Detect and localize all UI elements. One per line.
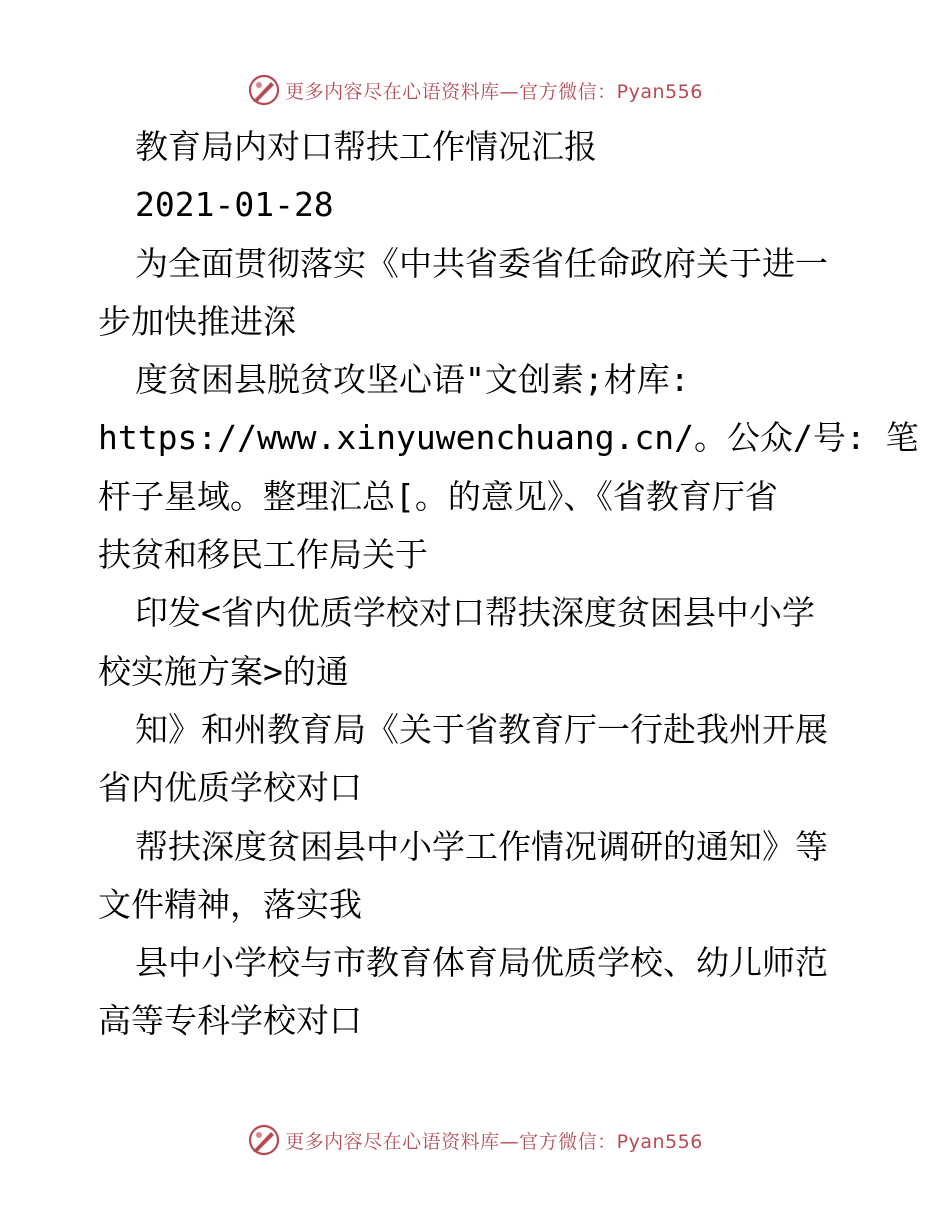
header-watermark <box>0 70 950 110</box>
body-line: 印发<省内优质学校对口帮扶深度贫困县中小学 <box>135 593 815 633</box>
body-line: 县中小学校与市教育体育局优质学校、幼儿师范 <box>135 943 828 983</box>
watermark-text: 更多内容尽在心语资料库—官方微信：Pyan556 <box>285 1130 703 1153</box>
body-line: 帮扶深度贫困县中小学工作情况调研的通知》等 <box>135 826 828 866</box>
body-line: 为全面贯彻落实《中共省委省任命政府关于进一 <box>135 243 828 283</box>
body-line: 度贫困县脱贫攻坚心语"文创素;材库: <box>135 360 690 400</box>
body-line: 高等专科学校对口 <box>98 1001 362 1041</box>
body-line: 步加快推进深 <box>98 301 296 341</box>
body-line: 校实施方案>的通 <box>98 651 349 691</box>
quill-logo-icon <box>247 1123 281 1157</box>
body-line: 扶贫和移民工作局关于 <box>98 535 428 575</box>
document-title: 教育局内对口帮扶工作情况汇报 <box>135 127 597 166</box>
footer-watermark <box>0 1120 950 1160</box>
document-body <box>98 118 919 1051</box>
watermark-text: 更多内容尽在心语资料库—官方微信：Pyan556 <box>285 80 703 103</box>
body-line: 杆子星域。整理汇总[。的意见》、《省教育厅省 <box>98 476 778 516</box>
body-line: 文件精神，落实我 <box>98 884 362 924</box>
document-date: 2021-01-28 <box>135 185 334 225</box>
body-line: 省内优质学校对口 <box>98 768 362 808</box>
body-line: https://www.xinyuwenchuang.cn/。公众/号: 笔 <box>98 418 919 458</box>
body-line: 知》和州教育局《关于省教育厅一行赴我州开展 <box>135 709 828 749</box>
quill-logo-icon <box>247 73 281 107</box>
